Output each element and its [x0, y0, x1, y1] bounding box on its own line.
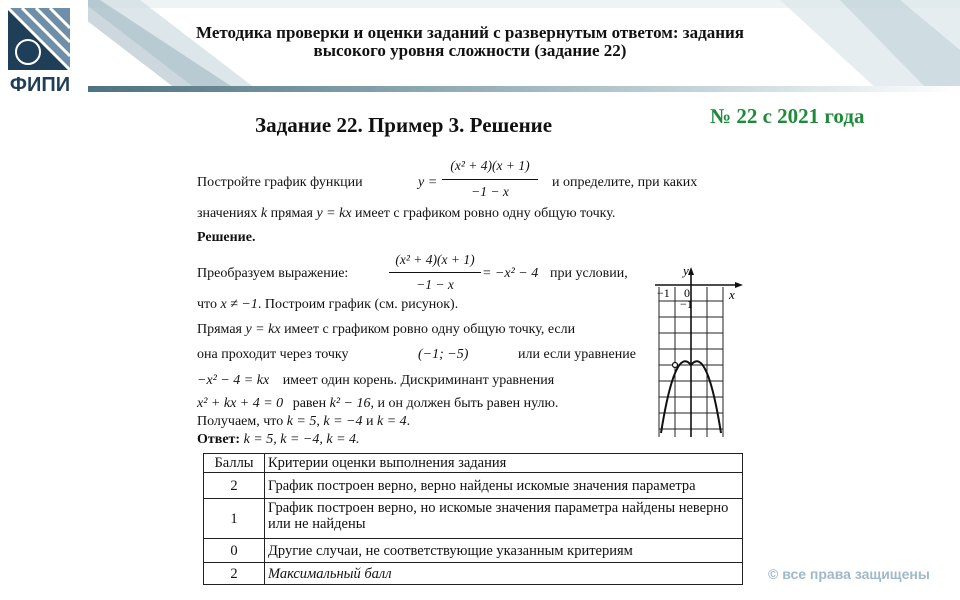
problem-line1-b: и определите, при каких: [552, 175, 698, 190]
graph-y-label: y: [683, 265, 689, 278]
solution-l6-b: , и он должен быть равен нулю.: [370, 396, 559, 411]
table-cell-criteria: Максимальный балл: [265, 563, 743, 585]
solution-l3: [197, 322, 575, 338]
y-axis-arrow-icon: [688, 267, 694, 275]
solution-l7-a: Получаем, что: [197, 414, 284, 429]
solution-heading: Решение.: [197, 230, 256, 245]
table-cell-criteria: График построен верно, но искомые значения параметра найдены неверно или не найдены: [265, 499, 743, 539]
copyright-notice: © все права защищены: [768, 566, 930, 582]
table-cell-score: 2: [204, 563, 265, 585]
problem-fraction-bar: [442, 179, 538, 180]
table-cell-criteria: Другие случаи, не соответствующие указанным критериям: [265, 539, 743, 563]
answer-values: k = 5, k = −4, k = 4.: [243, 432, 360, 447]
solution-l3-b: имеет с графиком ровно одну общую точку, если: [284, 322, 576, 337]
punctured-point: [673, 363, 678, 368]
problem-k: k: [260, 206, 268, 221]
graph-x-label: x: [729, 287, 735, 302]
problem-fraction-num: (x² + 4)(x + 1): [450, 158, 530, 173]
fipi-logo: [0, 0, 88, 110]
solution-l6-eq: x² + kx + 4 = 0: [197, 396, 284, 411]
header-title: [120, 24, 820, 60]
solution-l5: [197, 373, 554, 389]
table-header-score: Баллы: [204, 454, 265, 473]
solution-rhs: = −x² − 4: [482, 266, 539, 281]
solution-fraction-den: −1 − x: [416, 277, 454, 292]
problem-fraction-den: −1 − x: [471, 184, 509, 199]
solution-l2-a: что: [197, 297, 217, 312]
solution-l6-a: равен: [292, 396, 327, 411]
table-row: [204, 473, 743, 499]
table-cell-score: 0: [204, 539, 265, 563]
solution-l5-b: имеет один корень. Дискриминант уравнения: [282, 373, 555, 388]
solution-l4-point: (−1; −5): [418, 347, 469, 362]
problem-line2-c: имеет с графиком ровно одну общую точку.: [355, 206, 616, 221]
solution-l7-k1: k = 5: [286, 414, 317, 429]
table-row: [204, 539, 743, 563]
solution-l1-a: Преобразуем выражение:: [197, 266, 349, 281]
solution-l1-b: при условии,: [550, 266, 628, 281]
year-badge: № 22 с 2021 года: [710, 104, 865, 128]
solution-answer: [197, 432, 360, 448]
problem-line1-a: Постройте график функции: [197, 175, 363, 190]
table-cell-criteria: График построен верно, верно найдены искомые значения параметра: [265, 473, 743, 499]
solution-l5-eq: −x² − 4 = kx: [197, 373, 270, 388]
header-title-line1: Методика проверки и оценки заданий с развернутым ответом: задания: [196, 23, 744, 42]
task-title: Задание 22. Пример 3. Решение: [255, 113, 553, 137]
graph-tick-origin: 0: [684, 286, 690, 300]
graph-tick-x-neg1: −1: [657, 286, 670, 300]
parabola-graph: [655, 265, 745, 440]
problem-line2: [197, 206, 615, 222]
answer-label: Ответ:: [197, 432, 241, 447]
header-title-line2: высокого уровня сложности (задание 22): [313, 41, 627, 60]
table-row: [204, 499, 743, 539]
solution-l7-and: и: [366, 414, 374, 429]
solution-l4-a: она проходит через точку: [197, 347, 349, 362]
solution-fraction-bar: [389, 272, 481, 273]
solution-l2: [197, 297, 458, 313]
problem-line2-b: прямая: [270, 206, 313, 221]
table-header-criteria: Критерии оценки выполнения задания: [265, 454, 743, 473]
graph-tick-y-neg1: −1: [680, 297, 693, 311]
problem-line2-a: значениях: [197, 206, 258, 221]
criteria-table: [203, 453, 743, 585]
x-axis-arrow-icon: [735, 282, 743, 288]
solution-l7: Получаем, что k = 5, k = −4 и k = 4.: [197, 414, 411, 429]
solution-l6: [197, 396, 558, 412]
table-header-row: [204, 454, 743, 473]
solution-l4-b: или если уравнение: [518, 347, 636, 362]
problem-y-eq: y =: [418, 175, 438, 190]
solution-l2-cond: x ≠ −1: [220, 297, 258, 312]
solution-l6-d: k² − 16: [329, 396, 371, 411]
solution-fraction-num: (x² + 4)(x + 1): [395, 252, 475, 267]
solution-l3-eq: y = kx: [245, 322, 281, 337]
solution-l7-k2: k = −4: [323, 414, 363, 429]
solution-l2-b: . Построим график (см. рисунок).: [257, 297, 459, 312]
table-row: [204, 563, 743, 585]
logo-emblem-icon: [4, 4, 84, 78]
problem-line-eq: y = kx: [316, 206, 352, 221]
table-cell-score: 2: [204, 473, 265, 499]
solution-l7-k3: k = 4: [377, 414, 407, 429]
solution-l3-a: Прямая: [197, 322, 242, 337]
logo-text: ФИПИ: [9, 74, 71, 96]
table-cell-score: 1: [204, 499, 265, 539]
